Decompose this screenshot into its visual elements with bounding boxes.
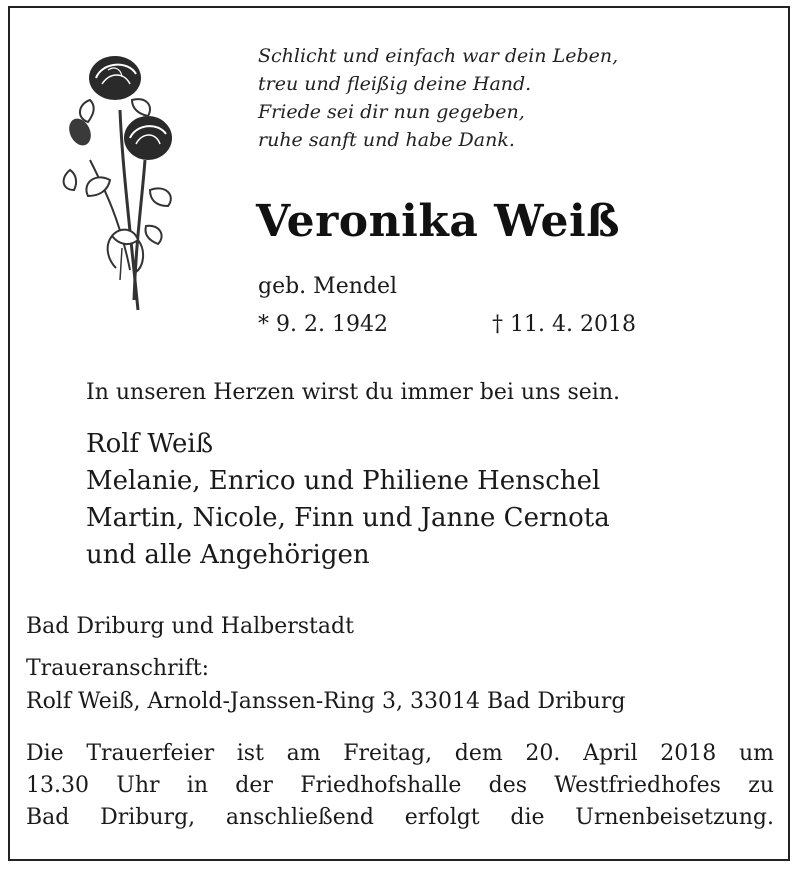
ceremony-line: 13.30 Uhr in der Friedhofshalle des Westfriedhofes zu bbox=[26, 773, 774, 798]
poem-line: Schlicht und einfach war dein Leben, bbox=[258, 45, 619, 67]
address-value: Rolf Weiß, Arnold-Janssen-Ring 3, 33014 Bad Driburg bbox=[26, 689, 626, 714]
ceremony-details bbox=[26, 738, 774, 834]
address-label: Traueranschrift: bbox=[26, 656, 210, 681]
life-dates bbox=[258, 310, 636, 340]
mourning-address bbox=[26, 652, 625, 718]
poem-line: treu und fleißig deine Hand. bbox=[258, 73, 532, 95]
mourner-entry: Martin, Nicole, Finn und Janne Cernota bbox=[86, 503, 610, 533]
motto-line: In unseren Herzen wirst du immer bei uns sein. bbox=[86, 380, 620, 405]
place-line: Bad Driburg und Halberstadt bbox=[26, 614, 354, 639]
poem-line: Friede sei dir nun gegeben, bbox=[258, 101, 525, 123]
memorial-poem bbox=[258, 42, 618, 154]
mourner-entry: Melanie, Enrico und Philiene Henschel bbox=[86, 466, 601, 496]
maiden-name: geb. Mendel bbox=[258, 274, 398, 299]
death-date: † 11. 4. 2018 bbox=[492, 312, 636, 337]
deceased-name: Veronika Weiß bbox=[256, 196, 621, 247]
poem-line: ruhe sanft und habe Dank. bbox=[258, 129, 515, 151]
rose-illustration-icon bbox=[50, 40, 190, 320]
birth-date: * 9. 2. 1942 bbox=[258, 312, 388, 337]
mourner-entry: Rolf Weiß bbox=[86, 429, 214, 459]
ceremony-line: Bad Driburg, anschließend erfolgt die Urnenbeisetzung. bbox=[26, 805, 774, 830]
ceremony-line: Die Trauerfeier ist am Freitag, dem 20. April 2018 um bbox=[26, 741, 774, 766]
mourners-list bbox=[86, 426, 610, 574]
mourner-entry: und alle Angehörigen bbox=[86, 540, 370, 570]
